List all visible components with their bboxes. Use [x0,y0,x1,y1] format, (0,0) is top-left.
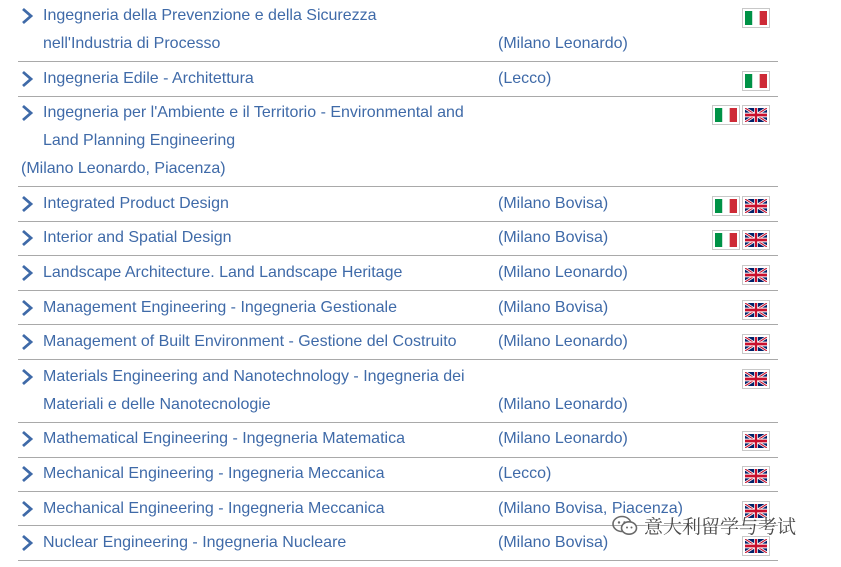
programme-row[interactable] [18,187,778,222]
campus-location: (Milano Bovisa) [498,195,609,212]
chevron-right-icon[interactable] [20,430,34,448]
programme-name-link[interactable]: Ingegneria della Prevenzione e della Sicurezza [43,7,377,24]
programme-row[interactable] [18,291,778,325]
programme-name-link[interactable]: Land Planning Engineering [43,132,236,149]
chevron-right-icon[interactable] [20,534,34,552]
language-flags [742,300,770,320]
language-flags [712,230,770,250]
campus-location: (Milano Leonardo, Piacenza) [21,160,226,177]
programme-name-link[interactable]: Mathematical Engineering - Ingegneria Matematica [43,430,405,447]
uk-flag-icon [742,536,770,556]
programme-name-link[interactable]: Interior and Spatial Design [43,229,232,246]
chevron-right-icon[interactable] [20,229,34,247]
language-flags [742,536,770,556]
campus-location: (Milano Bovisa) [498,229,609,246]
italy-flag-icon [712,105,740,125]
uk-flag-icon [742,431,770,451]
programme-name-link[interactable]: Mechanical Engineering - Ingegneria Meccanica [43,465,385,482]
campus-location: (Milano Leonardo) [498,35,628,52]
programme-name-link[interactable]: Ingegneria Edile - Architettura [43,70,254,87]
programme-row[interactable] [18,256,778,291]
programme-row[interactable] [18,0,778,62]
uk-flag-icon [742,334,770,354]
campus-location: (Lecco) [498,465,552,482]
programme-name-link[interactable]: Mechanical Engineering - Ingegneria Meccanica [43,500,385,517]
campus-location: (Lecco) [498,70,552,87]
programme-name-link[interactable]: Landscape Architecture. Land Landscape Heritage [43,264,403,281]
language-flags [742,8,770,28]
programme-name-link[interactable]: Management Engineering - Ingegneria Gestionale [43,299,398,316]
campus-location: (Milano Bovisa) [498,534,609,551]
italy-flag-icon [712,230,740,250]
chevron-right-icon[interactable] [20,195,34,213]
chevron-right-icon[interactable] [20,70,34,88]
language-flags [742,334,770,354]
chevron-right-icon[interactable] [20,465,34,483]
language-flags [712,105,770,125]
programme-name-link[interactable]: Integrated Product Design [43,195,229,212]
campus-location: (Milano Bovisa) [498,299,609,316]
uk-flag-icon [742,466,770,486]
programme-name-link[interactable]: nell'Industria di Processo [43,35,221,52]
chevron-right-icon[interactable] [20,299,34,317]
campus-location: (Milano Leonardo) [498,430,628,447]
campus-location: (Milano Bovisa, Piacenza) [498,500,683,517]
italy-flag-icon [742,71,770,91]
uk-flag-icon [742,369,770,389]
language-flags [742,71,770,91]
programme-row[interactable] [18,97,778,187]
language-flags [742,369,770,389]
programme-name-link[interactable]: Ingegneria per l'Ambiente e il Territorio - Environmental and [43,104,464,121]
chevron-right-icon[interactable] [20,264,34,282]
programme-name-link[interactable]: Management of Built Environment - Gestione del Costruito [43,333,457,350]
watermark-text: 意大利留学与考试 [644,516,797,538]
chevron-right-icon[interactable] [20,104,34,122]
language-flags [712,196,770,216]
uk-flag-icon [742,105,770,125]
programme-row[interactable] [18,222,778,256]
campus-location: (Milano Leonardo) [498,396,628,413]
wechat-icon [612,515,638,537]
chevron-right-icon[interactable] [20,333,34,351]
watermark [612,512,796,539]
language-flags [742,265,770,285]
chevron-right-icon[interactable] [20,368,34,386]
programme-name-link[interactable]: Materiali e delle Nanotecnologie [43,396,271,413]
programme-name-link[interactable]: Materials Engineering and Nanotechnology - Ingegneria dei [43,368,465,385]
campus-location: (Milano Leonardo) [498,333,628,350]
uk-flag-icon [742,196,770,216]
campus-location: (Milano Leonardo) [498,264,628,281]
programme-row[interactable] [18,360,778,423]
language-flags [742,431,770,451]
programme-row[interactable] [18,458,778,492]
uk-flag-icon [742,265,770,285]
chevron-right-icon[interactable] [20,500,34,518]
programme-row[interactable] [18,325,778,360]
italy-flag-icon [742,8,770,28]
uk-flag-icon [742,300,770,320]
uk-flag-icon [742,230,770,250]
programme-row[interactable] [18,423,778,458]
language-flags [742,466,770,486]
italy-flag-icon [712,196,740,216]
chevron-right-icon[interactable] [20,7,34,25]
programme-name-link[interactable]: Nuclear Engineering - Ingegneria Nucleare [43,534,347,551]
programme-row[interactable] [18,62,778,97]
